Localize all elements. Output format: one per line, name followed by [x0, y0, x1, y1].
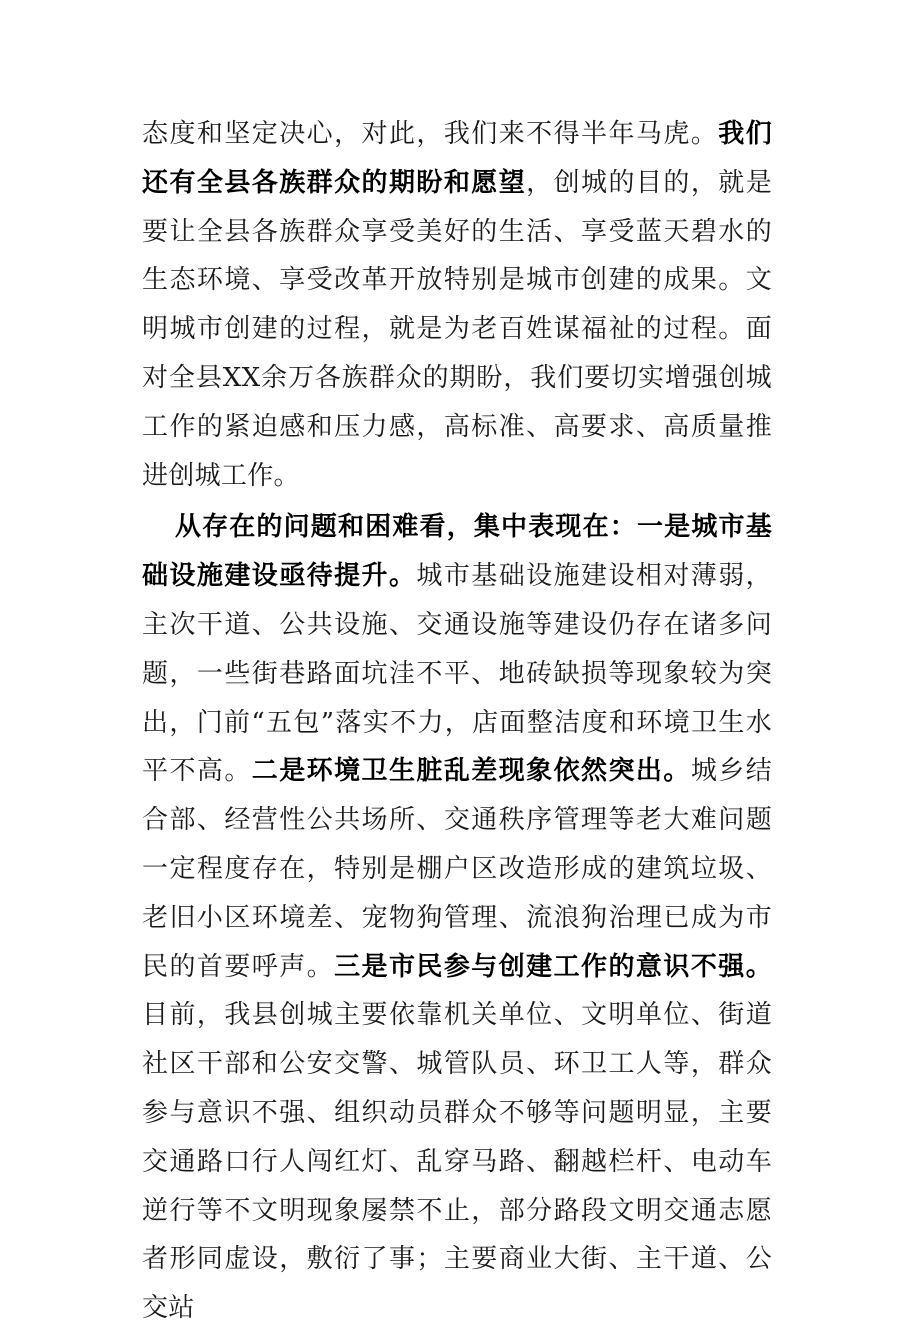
text-run: 城乡结合部、经营性公共场所、交通秩序管理等老大难问题一定程度存在，特别是棚户区改造形成的建筑垃圾、老旧小区环境差、宠物狗管理、流浪狗治理已成为市民的首要呼声。	[142, 756, 772, 982]
paragraph-2	[142, 503, 772, 1333]
bold-run: 二是环境卫生脏乱差现象依然突出。	[251, 756, 691, 787]
bold-run: 从存在的问题和困难看，集中表现在：一是城市基础设施建设亟待提升。	[142, 512, 772, 592]
bold-run: 我们还有全县各族群众的期盼和愿望	[142, 119, 772, 198]
paragraph-1	[142, 110, 772, 500]
text-run: 目前，我县创城主要依靠机关单位、文明单位、街道社区干部和公安交警、城管队员、环卫工人等，群众参与意识不强、组织动员群众不够等问题明显，主要交通路口行人闯红灯、乱穿马路、翻越栏杆、电动车逆行等不文明现象屡禁不止，部分路段文明交通志愿者形同虚设，敷衍了事；主要商业大街、主干道、公交站	[142, 1000, 772, 1324]
bold-run: 三是市民参与创建工作的意识不强。	[334, 951, 772, 982]
body-text	[142, 110, 772, 1333]
text-run: 态度和坚定决心，对此，我们来不得半年马虎。	[142, 119, 719, 149]
text-run: ，创城的目的，就是要让全县各族群众享受美好的生活、享受蓝天碧水的生态环境、享受改革开放特别是城市创建的成果。文明城市创建的过程，就是为老百姓谋福祉的过程。面对全县XX余万各族群众的期盼，我们要切实增强创城工作的紧迫感和压力感，高标准、高要求、高质量推进创城工作。	[142, 167, 772, 491]
text-run: 城市基础设施建设相对薄弱，主次干道、公共设施、交通设施等建设仍存在诸多问题，一些街巷路面坑洼不平、地砖缺损等现象较为突出，门前“五包”落实不力，店面整洁度和环境卫生水平不高。	[142, 561, 772, 787]
